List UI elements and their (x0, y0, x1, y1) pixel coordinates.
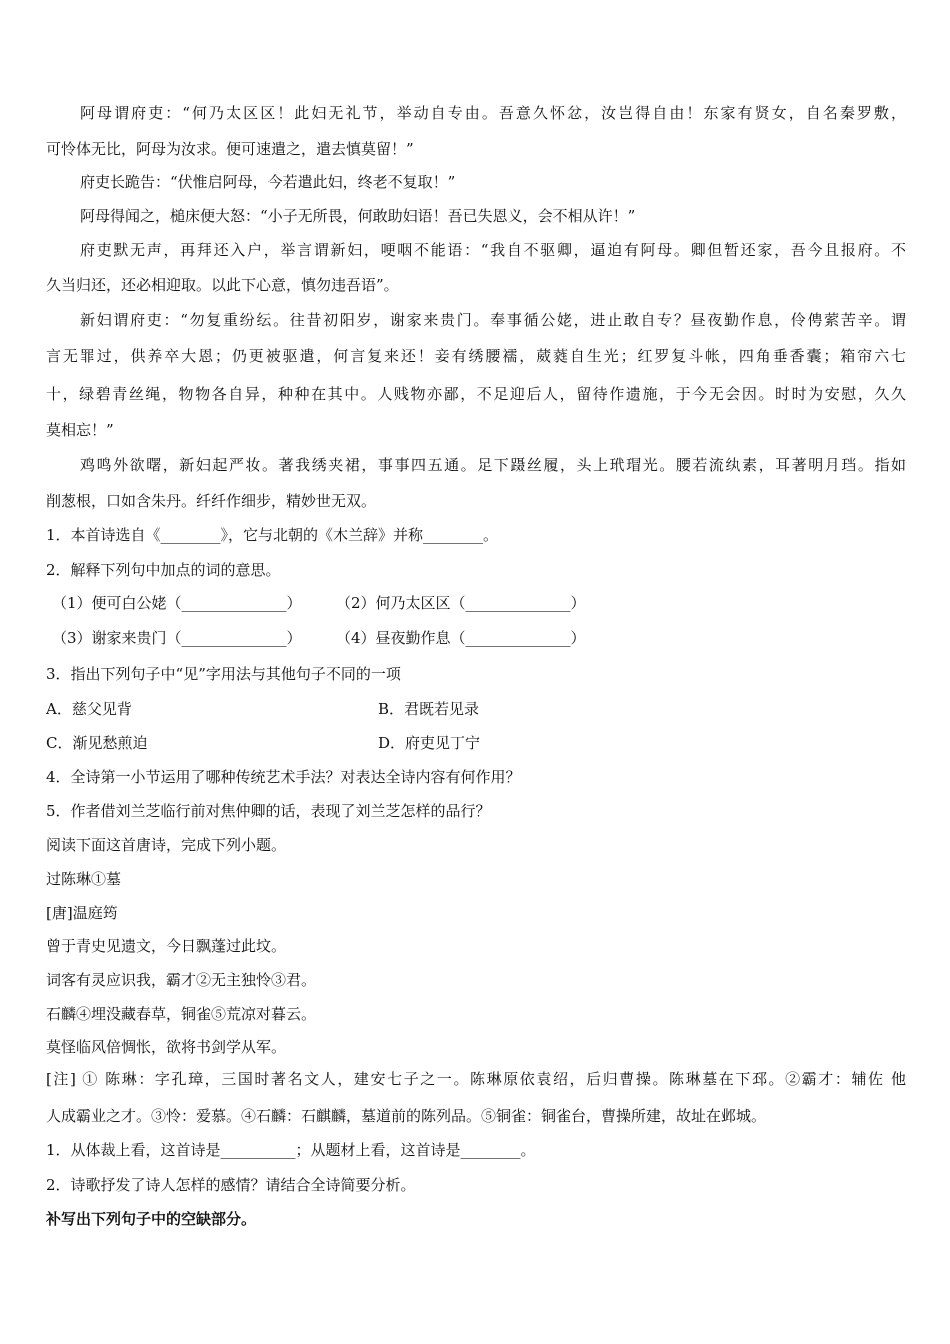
poem-author: [唐]温庭筠 (46, 904, 118, 922)
question-1: 1．本首诗选自《________》，它与北朝的《木兰辞》并称________。 (46, 526, 499, 544)
question-4: 4．全诗第一小节运用了哪种传统艺术手法？对表达全诗内容有何作用？ (46, 768, 521, 786)
poem-intro: 阅读下面这首唐诗，完成下列小题。 (46, 836, 287, 854)
passage-p1-line2: 可怜体无比，阿母为汝求。便可速遣之，遣去慎莫留！” (46, 140, 414, 158)
poem-line-1: 曾于青史见遗文，今日飘蓬过此坟。 (46, 937, 287, 955)
poem-question-2: 2．诗歌抒发了诗人怎样的感情？请结合全诗简要分析。 (46, 1176, 416, 1194)
poem-line-3: 石麟④埋没藏春草，铜雀⑤荒凉对暮云。 (46, 1005, 317, 1023)
poem-note-line1: [注] ① 陈琳：字孔璋，三国时著名文人，建安七子之一。陈琳原依袁绍，后归曹操。陈琳墓在下邳。②霸才：辅佐 他 (46, 1070, 906, 1088)
passage-p5-line2: 言无罪过，供养卒大恩；仍更被驱遣，何言复来还！妾有绣腰襦，葳蕤自生光；红罗复斗帐，四角垂香囊；箱帘六七 (46, 347, 906, 365)
question-2-item-1: （1）便可白公姥（______________） (52, 594, 302, 612)
question-3-option-b: B．君既若见录 (378, 700, 480, 718)
passage-p6-line1: 鸡鸣外欲曙，新妇起严妆。著我绣夹裙，事事四五通。足下蹑丝履，头上玳瑁光。腰若流纨素，耳著明月珰。指如 (80, 456, 906, 474)
question-2-item-2: （2）何乃太区区（______________） (336, 594, 586, 612)
passage-p5-line3: 十，绿碧青丝绳，物物各自异，种种在其中。人贱物亦鄙，不足迎后人，留待作遗施，于今无会因。时时为安慰，久久 (46, 385, 906, 403)
section-heading: 补写出下列句子中的空缺部分。 (46, 1210, 257, 1228)
passage-p4-line1: 府吏默无声，再拜还入户，举言谓新妇，哽咽不能语：“我自不驱卿，逼迫有阿母。卿但暂还家，吾今且报府。不 (80, 241, 906, 259)
question-2: 2．解释下列句中加点的词的意思。 (46, 561, 281, 579)
question-5: 5．作者借刘兰芝临行前对焦仲卿的话，表现了刘兰芝怎样的品行？ (46, 802, 491, 820)
passage-p5-line1: 新妇谓府吏：“勿复重纷纭。往昔初阳岁，谢家来贵门。奉事循公姥，进止敢自专？昼夜勤作息，伶俜萦苦辛。谓 (80, 311, 906, 329)
passage-p5-line4: 莫相忘！” (46, 421, 114, 439)
question-3-option-a: A．慈父见背 (46, 700, 132, 718)
poem-line-2: 词客有灵应识我，霸才②无主独怜③君。 (46, 971, 317, 989)
question-2-item-4: （4）昼夜勤作息（______________） (336, 629, 586, 647)
passage-p3: 阿母得闻之，槌床便大怒：“小子无所畏，何敢助妇语！吾已失恩义，会不相从许！” (80, 207, 636, 225)
question-3: 3．指出下列句子中“见”字用法与其他句子不同的一项 (46, 665, 401, 683)
question-2-item-3: （3）谢家来贵门（______________） (52, 629, 302, 647)
question-3-option-c: C．渐见愁煎迫 (46, 734, 148, 752)
passage-p6-line2: 削葱根，口如含朱丹。纤纤作细步，精妙世无双。 (46, 492, 377, 510)
question-3-option-d: D．府吏见丁宁 (378, 734, 481, 752)
poem-line-4: 莫怪临风倍惆怅，欲将书剑学从军。 (46, 1038, 287, 1056)
poem-title: 过陈琳①墓 (46, 870, 122, 888)
passage-p2: 府吏长跪告：“伏惟启阿母，今若遣此妇，终老不复取！” (80, 173, 456, 191)
poem-question-1: 1．从体裁上看，这首诗是__________；从题材上看，这首诗是________。 (46, 1141, 536, 1159)
poem-note-line2: 人成霸业之才。③怜：爱慕。④石麟：石麒麟，墓道前的陈列品。⑤铜雀：铜雀台，曹操所建，故址在邺城。 (46, 1107, 767, 1125)
passage-p1-line1: 阿母谓府吏：“何乃太区区！此妇无礼节，举动自专由。吾意久怀忿，汝岂得自由！东家有贤女，自名秦罗敷， (80, 104, 906, 122)
passage-p4-line2: 久当归还，还必相迎取。以此下心意，慎勿违吾语”。 (46, 276, 399, 294)
